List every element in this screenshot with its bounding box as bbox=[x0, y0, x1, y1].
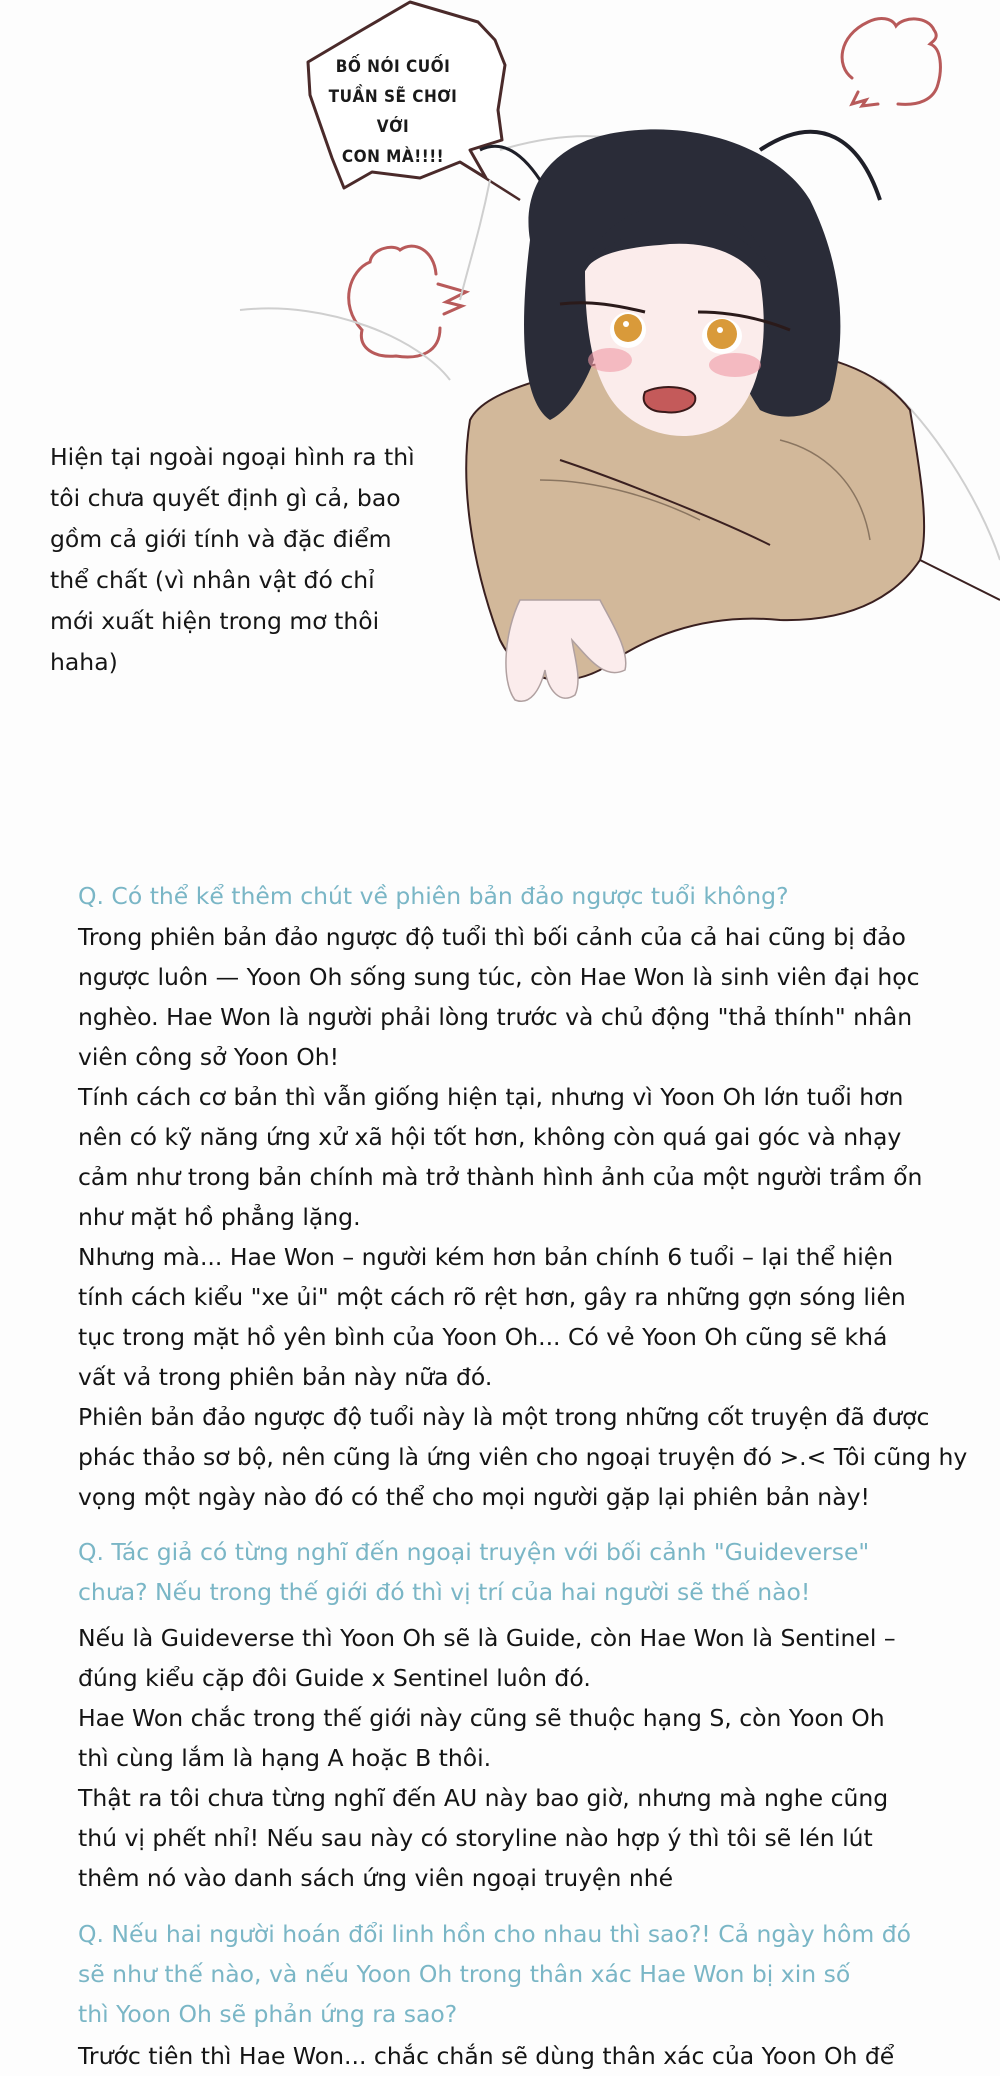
question-line: sẽ như thế nào, và nếu Yoon Oh trong thân xác Hae Won bị xin số bbox=[78, 1960, 851, 1988]
answer-line: ngược luôn — Yoon Oh sống sung túc, còn Hae Won là sinh viên đại học bbox=[78, 963, 920, 991]
answer-line: Hae Won chắc trong thế giới này cũng sẽ thuộc hạng S, còn Yoon Oh bbox=[78, 1704, 885, 1732]
answer-line: Phiên bản đảo ngược độ tuổi này là một trong những cốt truyện đã được bbox=[78, 1403, 930, 1431]
answer-line: nên có kỹ năng ứng xử xã hội tốt hơn, không còn quá gai góc và nhạy bbox=[78, 1123, 902, 1151]
question-line: Q. Có thể kể thêm chút về phiên bản đảo ngược tuổi không? bbox=[78, 882, 789, 910]
side-note-line: tôi chưa quyết định gì cả, bao bbox=[50, 484, 401, 512]
question-2 bbox=[78, 1532, 978, 1612]
bubble-line: BỐ NÓI CUỐI bbox=[335, 57, 451, 77]
question-1 bbox=[78, 876, 978, 916]
bubble-line: CON MÀ!!!! bbox=[341, 147, 445, 167]
answer-line: thì cùng lắm là hạng A hoặc B thôi. bbox=[78, 1744, 492, 1772]
answer-line: Nếu là Guideverse thì Yoon Oh sẽ là Guide, còn Hae Won là Sentinel – bbox=[78, 1624, 896, 1652]
question-line: chưa? Nếu trong thế giới đó thì vị trí của hai người sẽ thế nào! bbox=[78, 1578, 811, 1606]
answer-line: Tính cách cơ bản thì vẫn giống hiện tại, nhưng vì Yoon Oh lớn tuổi hơn bbox=[78, 1083, 904, 1111]
anger-puff-top-right bbox=[842, 19, 940, 106]
side-note-line: Hiện tại ngoài ngoại hình ra thì bbox=[50, 443, 415, 471]
answer-line: Nhưng mà... Hae Won – người kém hơn bản chính 6 tuổi – lại thể hiện bbox=[78, 1243, 894, 1271]
question-line: thì Yoon Oh sẽ phản ứng ra sao? bbox=[78, 2000, 458, 2028]
answer-line: Trước tiên thì Hae Won... chắc chắn sẽ dùng thân xác của Yoon Oh để bbox=[78, 2042, 895, 2070]
answer-line: đúng kiểu cặp đôi Guide x Sentinel luôn đó. bbox=[78, 1664, 591, 1692]
answer-3 bbox=[78, 2036, 978, 2076]
speech-bubble-text bbox=[318, 52, 468, 172]
bubble-line: TUẦN SẼ CHƠI VỚI bbox=[328, 87, 458, 137]
answer-line: Trong phiên bản đảo ngược độ tuổi thì bối cảnh của cả hai cũng bị đảo bbox=[78, 923, 906, 951]
anger-puff-left bbox=[349, 246, 466, 357]
side-note-line: thể chất (vì nhân vật đó chỉ bbox=[50, 566, 375, 594]
question-3 bbox=[78, 1914, 978, 2034]
answer-2 bbox=[78, 1618, 978, 1898]
question-line: Q. Tác giả có từng nghĩ đến ngoại truyện với bối cảnh "Guideverse" bbox=[78, 1538, 870, 1566]
comic-panel bbox=[0, 0, 1000, 800]
answer-line: nghèo. Hae Won là người phải lòng trước và chủ động "thả thính" nhân bbox=[78, 1003, 913, 1031]
answer-line: cảm như trong bản chính mà trở thành hình ảnh của một người trầm ổn bbox=[78, 1163, 923, 1191]
answer-line: viên công sở Yoon Oh! bbox=[78, 1043, 340, 1071]
answer-line: tục trong mặt hồ yên bình của Yoon Oh... Có vẻ Yoon Oh cũng sẽ khá bbox=[78, 1323, 888, 1351]
question-line: Q. Nếu hai người hoán đổi linh hồn cho nhau thì sao?! Cả ngày hôm đó bbox=[78, 1920, 911, 1948]
side-note-line: gồm cả giới tính và đặc điểm bbox=[50, 525, 392, 553]
side-note-line: mới xuất hiện trong mơ thôi bbox=[50, 607, 380, 635]
answer-line: vọng một ngày nào đó có thể cho mọi người gặp lại phiên bản này! bbox=[78, 1483, 870, 1511]
answer-1 bbox=[78, 917, 978, 1517]
mouth bbox=[644, 387, 696, 412]
answer-line: phác thảo sơ bộ, nên cũng là ứng viên cho ngoại truyện đó >.< Tôi cũng hy bbox=[78, 1443, 968, 1471]
answer-line: thêm nó vào danh sách ứng viên ngoại truyện nhé bbox=[78, 1864, 674, 1892]
answer-line: như mặt hồ phẳng lặng. bbox=[78, 1203, 361, 1231]
side-note bbox=[50, 437, 440, 683]
answer-line: tính cách kiểu "xe ủi" một cách rõ rệt hơn, gây ra những gợn sóng liên bbox=[78, 1283, 906, 1311]
answer-line: vất vả trong phiên bản này nữa đó. bbox=[78, 1363, 493, 1391]
side-note-line: haha) bbox=[50, 648, 118, 676]
answer-line: Thật ra tôi chưa từng nghĩ đến AU này bao giờ, nhưng mà nghe cũng bbox=[78, 1784, 889, 1812]
hand bbox=[506, 600, 626, 701]
answer-line: thú vị phết nhỉ! Nếu sau này có storyline nào hợp ý thì tôi sẽ lén lút bbox=[78, 1824, 873, 1852]
